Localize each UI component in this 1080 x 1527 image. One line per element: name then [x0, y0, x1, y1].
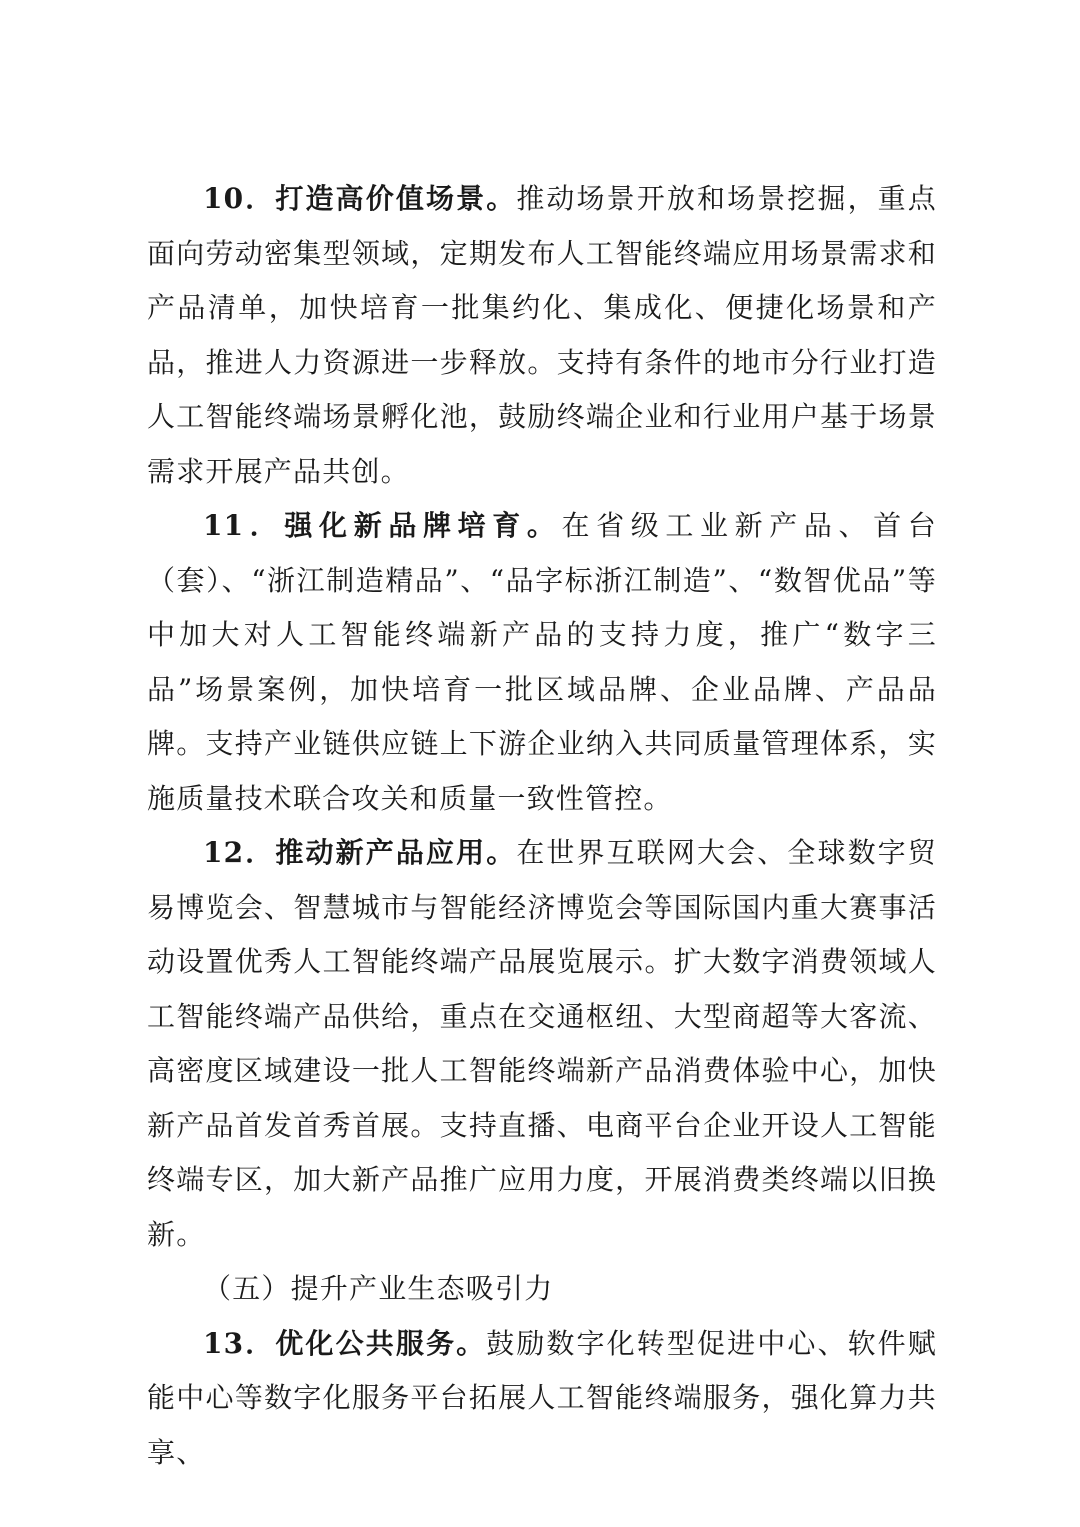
paragraph-13-lead: 13．优化公共服务。 — [203, 1326, 487, 1360]
paragraph-12-lead: 12．推动新产品应用。 — [203, 836, 517, 869]
section-heading: （五）提升产业生态吸引力 — [203, 1272, 554, 1305]
paragraph-12-body: 在世界互联网大会、全球数字贸易博览会、智慧城市与智能经济博览会等国际国内重大赛事活动设置优秀人工智能终端产品展览展示。扩大数字消费领域人工智能终端产品供给，重点在交通枢纽、大型商超等大客流、高密度区域建设一批人工智能终端新产品消费体验中心，加快新产品首发首秀首展。支持直播、电商平台企业开设人工智能终端专区，加大新产品推广应用力度，开展消费类终端以旧换新。 — [147, 836, 937, 1251]
document-page — [147, 172, 937, 1480]
paragraph-13 — [147, 1317, 937, 1481]
paragraph-10-lead: 10．打造高价值场景。 — [203, 182, 517, 215]
paragraph-11 — [147, 499, 937, 826]
paragraph-11-lead: 11．强化新品牌培育。 — [203, 509, 562, 542]
paragraph-12 — [147, 826, 937, 1262]
paragraph-13-body: 鼓励数字化转型促进中心、软件赋能中心等数字化服务平台拓展人工智能终端服务，强化算力共享、 — [147, 1326, 937, 1469]
paragraph-10-body: 推动场景开放和场景挖掘，重点面向劳动密集型领域，定期发布人工智能终端应用场景需求和产品清单，加快培育一批集约化、集成化、便捷化场景和产品，推进人力资源进一步释放。支持有条件的地市分行业打造人工智能终端场景孵化池，鼓励终端企业和行业用户基于场景需求开展产品共创。 — [147, 182, 937, 488]
paragraph-10 — [147, 172, 937, 499]
paragraph-11-body: 在省级工业新产品、首台（套）、“浙江制造精品”、“品字标浙江制造”、“数智优品”等中加大对人工智能终端新产品的支持力度，推广“数字三品”场景案例，加快培育一批区域品牌、企业品牌、产品品牌。支持产业链供应链上下游企业纳入共同质量管理体系，实施质量技术联合攻关和质量一致性管控。 — [147, 509, 937, 815]
